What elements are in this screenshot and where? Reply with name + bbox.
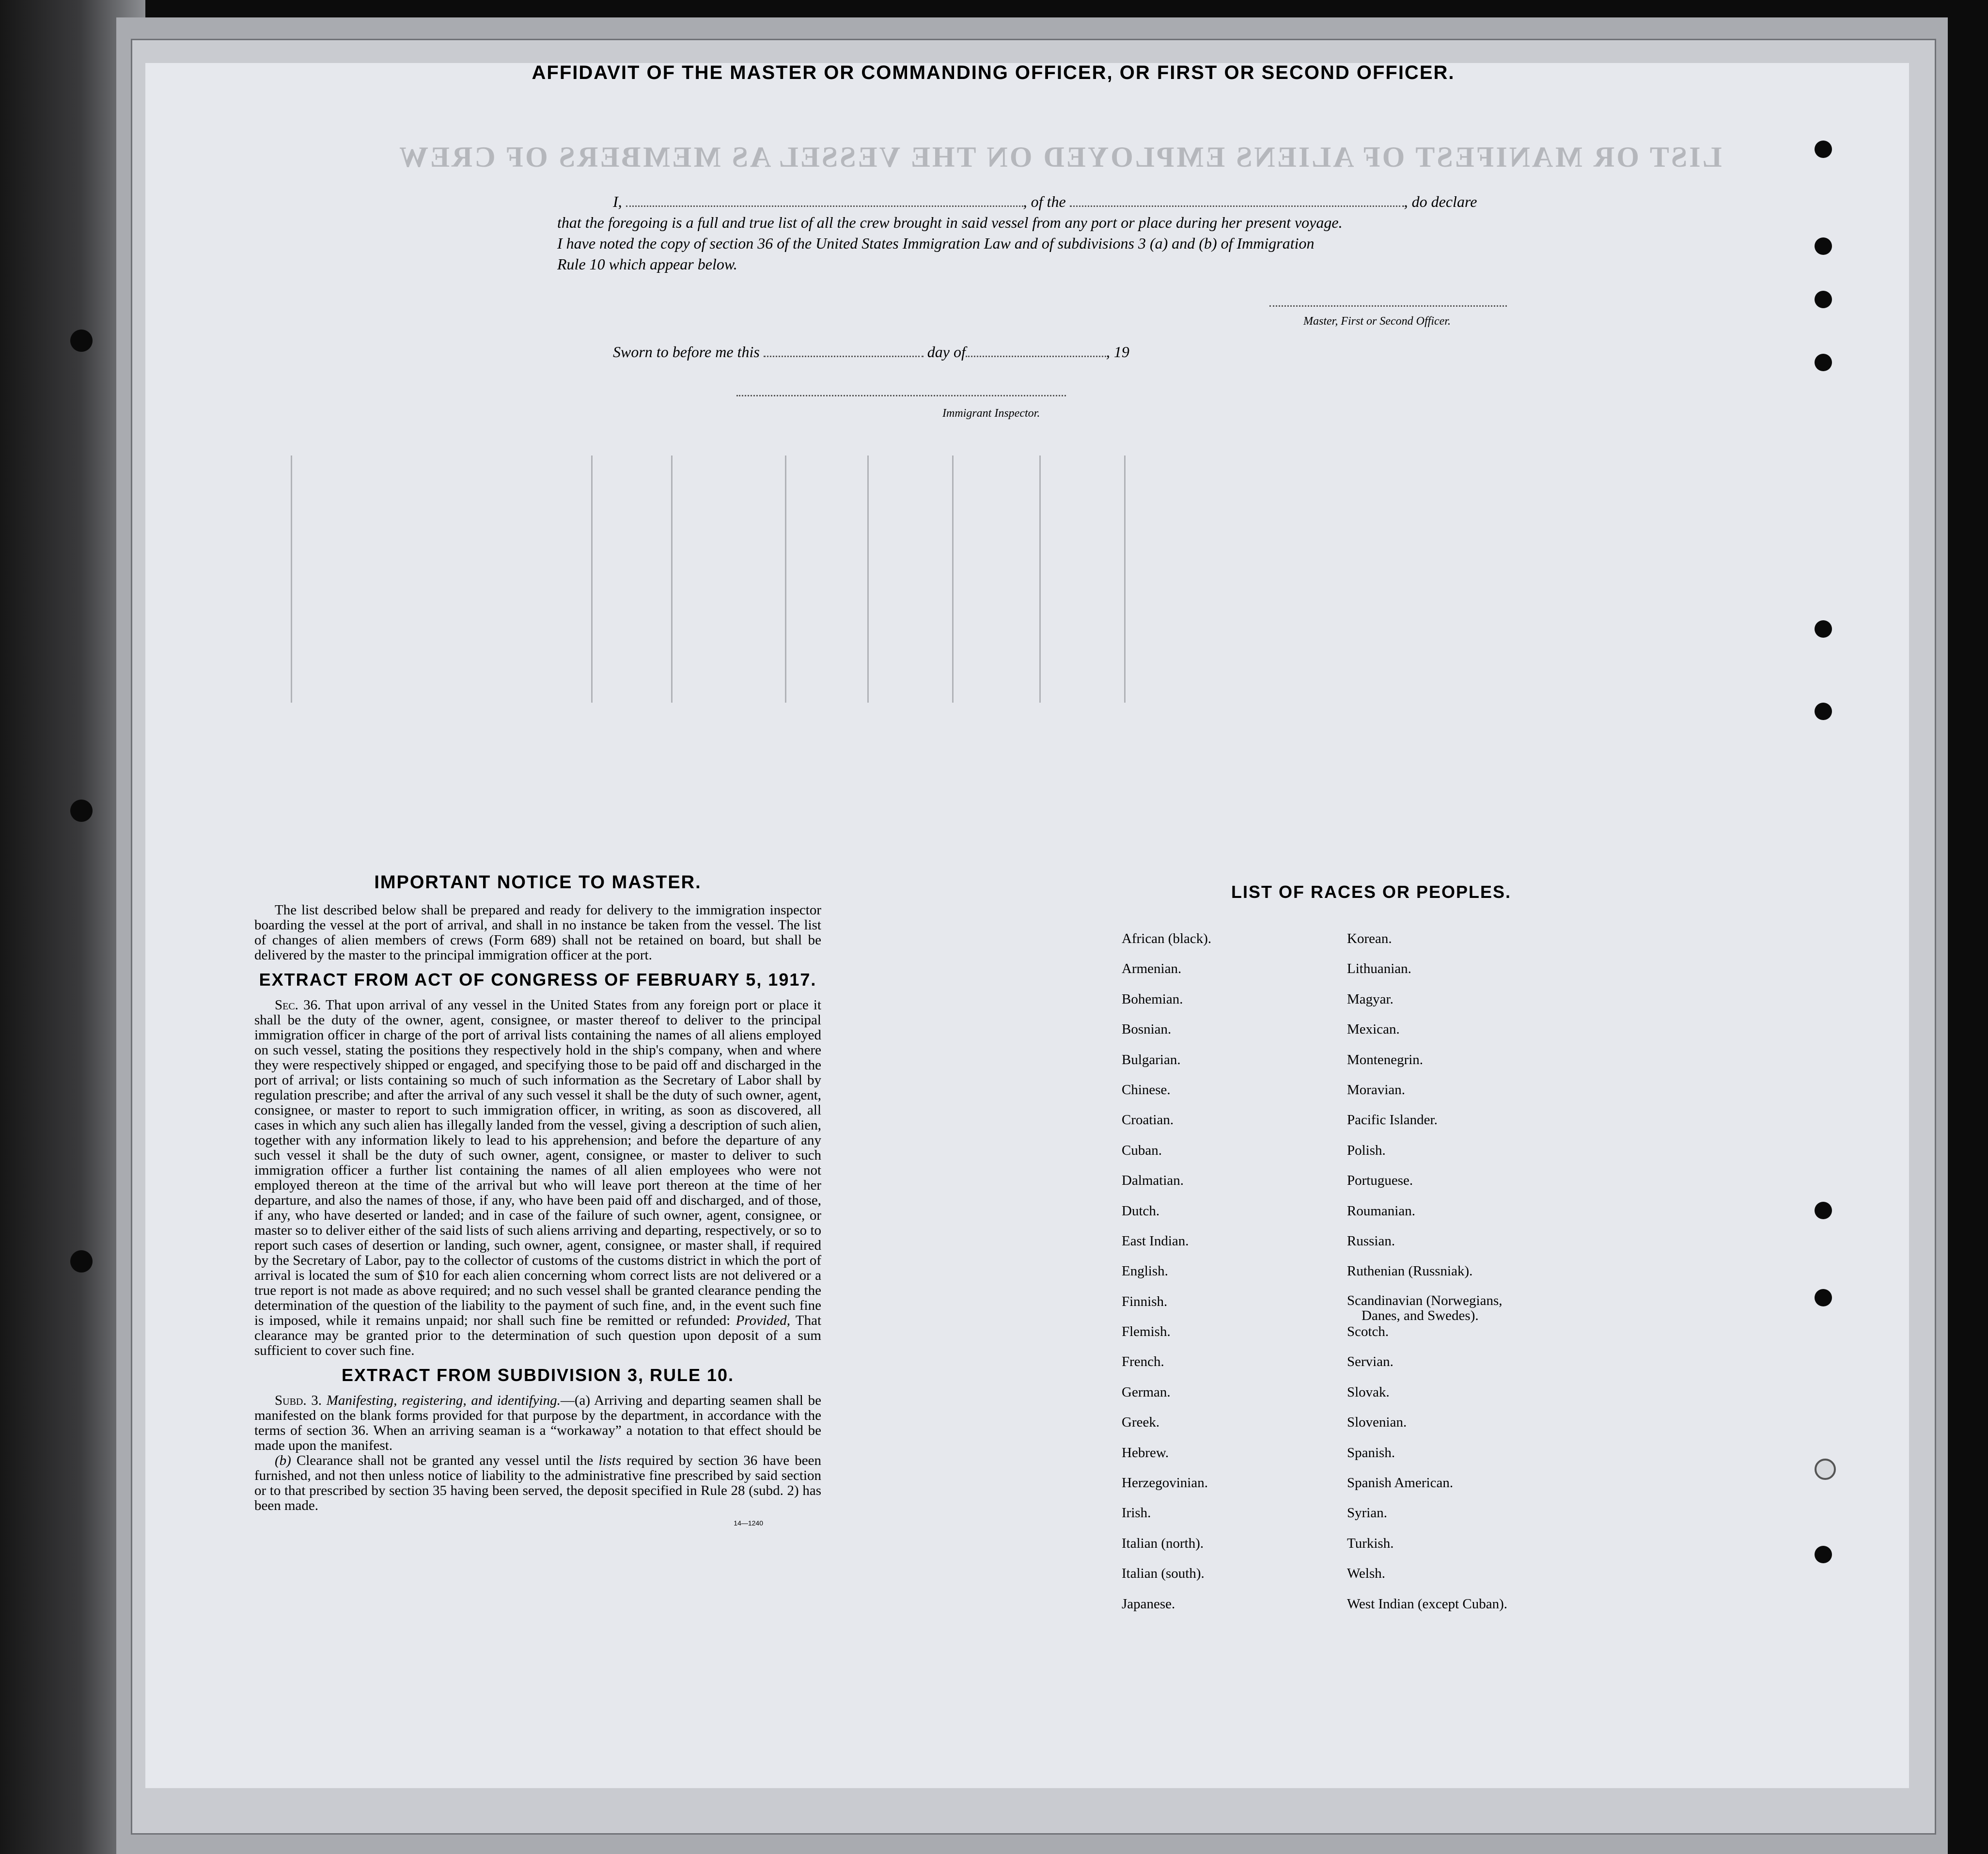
race-item: French. (1122, 1354, 1164, 1370)
race-item: African (black). (1122, 931, 1212, 946)
rule-b-lists: lists (598, 1453, 622, 1468)
race-item: Bohemian. (1122, 991, 1183, 1007)
race-item: Hebrew. (1122, 1445, 1169, 1461)
race-item: Italian (north). (1122, 1535, 1204, 1551)
rule-subd-title: Manifesting, registering, and identifying. (326, 1393, 561, 1408)
notice-text: The list described below shall be prepared and ready for delivery to the immigration inspector boarding the vessel at the port of arrival, and shall in no instance be taken from the vessel. The list of changes of alien members of crews (Form 689) shall not be retained on board, but shall be delivered by the master to the principal immigration officer at the port. (254, 902, 821, 963)
rule-subd-b (254, 1453, 821, 1513)
notice-title: IMPORTANT NOTICE TO MASTER. (374, 872, 702, 893)
race-item: Ruthenian (Russniak). (1347, 1263, 1473, 1279)
races-left-column (1122, 930, 1211, 1626)
affidavit-line-1-middle: , of the (1023, 193, 1066, 210)
punch-hole (70, 1250, 93, 1273)
race-item: Welsh. (1347, 1566, 1386, 1582)
punch-hole (1815, 1289, 1832, 1306)
name-blank[interactable] (626, 205, 1023, 207)
race-item: Chinese. (1122, 1082, 1171, 1098)
punch-hole (1815, 354, 1832, 371)
race-item: Spanish American. (1347, 1475, 1454, 1491)
punch-hole (1815, 141, 1832, 158)
punch-hole (1815, 237, 1832, 255)
bleed-through-rule (1039, 456, 1041, 703)
master-signature-line[interactable] (1269, 305, 1507, 307)
race-item: Slovenian. (1347, 1414, 1407, 1430)
act-text-end: That clearance may be granted prior to the determination of such question upon deposit of a sum sufficient to cover such fine. (254, 1313, 822, 1358)
act-text: That upon arrival of any vessel in the United States from any foreign port or place it shall be the duty of the owner, agent, consignee, or master thereof to deliver to the principal immigration officer in charge of the port of arrival lists containing the names of all aliens employed on such vessel, stating the positions they respectively hold in the ship's company, when and where they were respectively shipped or engaged, and specifying those to be paid off and discharged in the port of arrival; or lists containing so much of such information as the Secretary of Labor shall by regulation prescribe; and after the arrival of any such vessel it shall be the duty of such owner, agent, consignee, or master to report to such immigration officer, in writing, as soon as discovered, all cases in which any such alien has illegally landed from the vessel, giving a description of such alien, together with any information likely to lead to his apprehension; and before the departure of any such vessel it shall be the duty of such owner, agent, consignee, or master to deliver to such immigration officer a further list containing the names of all alien employees who were not employed thereon at the time of the arrival but who will leave port thereon at the time of her departure, and also the names of those, if any, who have been paid off and discharged, and of those, if any, who have deserted or landed; and in case of the failure of such owner, agent, consignee, or master so to deliver either of the said lists of such aliens arriving and departing, respectively, or so to report such cases of desertion or landing, such owner, agent, consignee, or master shall, if required by the Secretary of Labor, pay to the collector of customs of the customs district in which the port of arrival is located the sum of $10 for each alien concerning whom correct lists are not delivered or a true report is not made as above required; and no such vessel shall be granted clearance pending the determination of the question of the liability to the payment of such fine, and, in the event such fine is imposed, while it remains unpaid; nor shall such fine be remitted or refunded: (254, 997, 822, 1328)
race-item: Scotch. (1347, 1324, 1389, 1340)
race-item: Greek. (1122, 1414, 1160, 1430)
race-item: Slovak. (1347, 1384, 1390, 1400)
race-item: Magyar. (1347, 991, 1393, 1007)
race-item: Mexican. (1347, 1021, 1400, 1037)
act-section-label: Sec. 36. (275, 997, 321, 1013)
inspector-caption: Immigrant Inspector. (942, 407, 1040, 420)
race-item: Herzegovinian. (1122, 1475, 1208, 1491)
vessel-blank[interactable] (1070, 205, 1404, 207)
sworn-middle: day of (927, 343, 966, 361)
rule-subd-a (254, 1393, 821, 1453)
bleed-through-rule (1124, 456, 1126, 703)
race-item: Portuguese. (1347, 1173, 1413, 1189)
affidavit-line-4: Rule 10 which appear below. (557, 255, 737, 273)
punch-hole (1815, 1546, 1832, 1563)
race-item: Irish. (1122, 1505, 1151, 1521)
sworn-line (613, 343, 1129, 361)
affidavit-line-3: I have noted the copy of section 36 of the United States Immigration Law and of subdivisions 3 (a) and (b) of Immigration (557, 235, 1315, 252)
rule-b-text-2: required by section 36 have been furnished, and not then unless notice of liability to the administrative fine prescribed by said section or to that prescribed by section 35 having been served, the deposit specified in Rule 28 (subd. 2) has been made. (254, 1453, 821, 1513)
race-item: Finnish. (1122, 1293, 1168, 1309)
race-item: Cuban. (1122, 1142, 1162, 1158)
act-title: EXTRACT FROM ACT OF CONGRESS OF FEBRUARY 5, 1917. (259, 970, 817, 990)
bleed-through-rule (952, 456, 954, 703)
races-right-column (1347, 930, 1589, 1626)
bleed-through-rule (785, 456, 786, 703)
punch-hole (1815, 1459, 1836, 1480)
race-item: Dalmatian. (1122, 1173, 1184, 1189)
race-item: Russian. (1347, 1233, 1395, 1249)
punch-hole (70, 330, 93, 352)
rule-subd-label: Subd. 3. (275, 1393, 322, 1408)
punch-hole (1815, 703, 1832, 720)
race-item: East Indian. (1122, 1233, 1189, 1249)
race-item: Montenegrin. (1347, 1052, 1424, 1068)
race-item: Flemish. (1122, 1324, 1171, 1340)
rule-b-text-1: Clearance shall not be granted any vessel until the (296, 1453, 594, 1468)
affidavit-title: AFFIDAVIT OF THE MASTER OR COMMANDING OFFICER, OR FIRST OR SECOND OFFICER. (532, 62, 1455, 83)
race-item: Korean. (1347, 931, 1392, 946)
rule-a-text: Arriving and departing seamen shall be manifested on the blank forms provided for that purpose by the department, in accordance with the terms of section 36. When an arriving seaman is a “workaway” a notation to that effect should be made upon the manifest. (254, 1393, 822, 1453)
race-item: Armenian. (1122, 961, 1182, 977)
race-item: West Indian (except Cuban). (1347, 1596, 1508, 1612)
form-number: 14—1240 (734, 1519, 763, 1527)
affidavit-line-1 (613, 193, 1534, 211)
master-caption: Master, First or Second Officer. (1303, 315, 1451, 328)
rule-a-label: —(a) (560, 1393, 591, 1408)
race-item: Croatian. (1122, 1112, 1174, 1128)
race-item: German. (1122, 1384, 1171, 1400)
bleed-through-rule (291, 456, 292, 703)
race-item: Bosnian. (1122, 1021, 1172, 1037)
race-item: Polish. (1347, 1142, 1386, 1158)
race-item: Spanish. (1347, 1445, 1395, 1461)
race-item: Roumanian. (1347, 1203, 1415, 1219)
race-item: Moravian. (1347, 1082, 1405, 1098)
affidavit-line-1-start: I, (613, 193, 622, 210)
race-item: Danes, and Swedes). (1362, 1307, 1479, 1323)
race-item: Japanese. (1122, 1596, 1175, 1612)
race-item: English. (1122, 1263, 1168, 1279)
race-item: Italian (south). (1122, 1566, 1205, 1582)
races-title: LIST OF RACES OR PEOPLES. (1231, 882, 1512, 902)
sworn-start: Sworn to before me this (613, 343, 760, 361)
race-item: Bulgarian. (1122, 1052, 1181, 1068)
race-item: Scandinavian (Norwegians, (1347, 1292, 1503, 1308)
sworn-day-blank[interactable] (764, 356, 924, 357)
act-provided: Provided, (736, 1313, 791, 1328)
act-section-36 (254, 998, 821, 1358)
punch-hole (1815, 620, 1832, 638)
rule-title: EXTRACT FROM SUBDIVISION 3, RULE 10. (341, 1365, 735, 1385)
race-item: Syrian. (1347, 1505, 1387, 1521)
bleed-through-rule (671, 456, 673, 703)
sworn-year: , 19 (1106, 343, 1129, 361)
inspector-signature-line[interactable] (736, 395, 1066, 396)
race-item: Turkish. (1347, 1535, 1394, 1551)
punch-hole (70, 800, 93, 822)
punch-hole (1815, 1202, 1832, 1219)
affidavit-line-1-end: , do declare (1404, 193, 1477, 210)
punch-hole (1815, 291, 1832, 308)
bleed-through-rule (591, 456, 593, 703)
rule-b-label: (b) (275, 1453, 291, 1468)
affidavit-line-2: that the foregoing is a full and true list of all the crew brought in said vessel from any port or place during her present voyage. (557, 214, 1343, 231)
race-item: Dutch. (1122, 1203, 1160, 1219)
race-item: Pacific Islander. (1347, 1112, 1438, 1128)
sworn-month-blank[interactable] (966, 356, 1106, 357)
bleed-through-rule (867, 456, 869, 703)
race-item: Lithuanian. (1347, 961, 1411, 977)
bleed-through-title: LIST OR MANIFEST OF ALIENS EMPLOYED ON THE VESSEL AS MEMBERS OF CREW (397, 141, 1722, 173)
notices-column (254, 872, 821, 1527)
race-item: Servian. (1347, 1354, 1393, 1370)
